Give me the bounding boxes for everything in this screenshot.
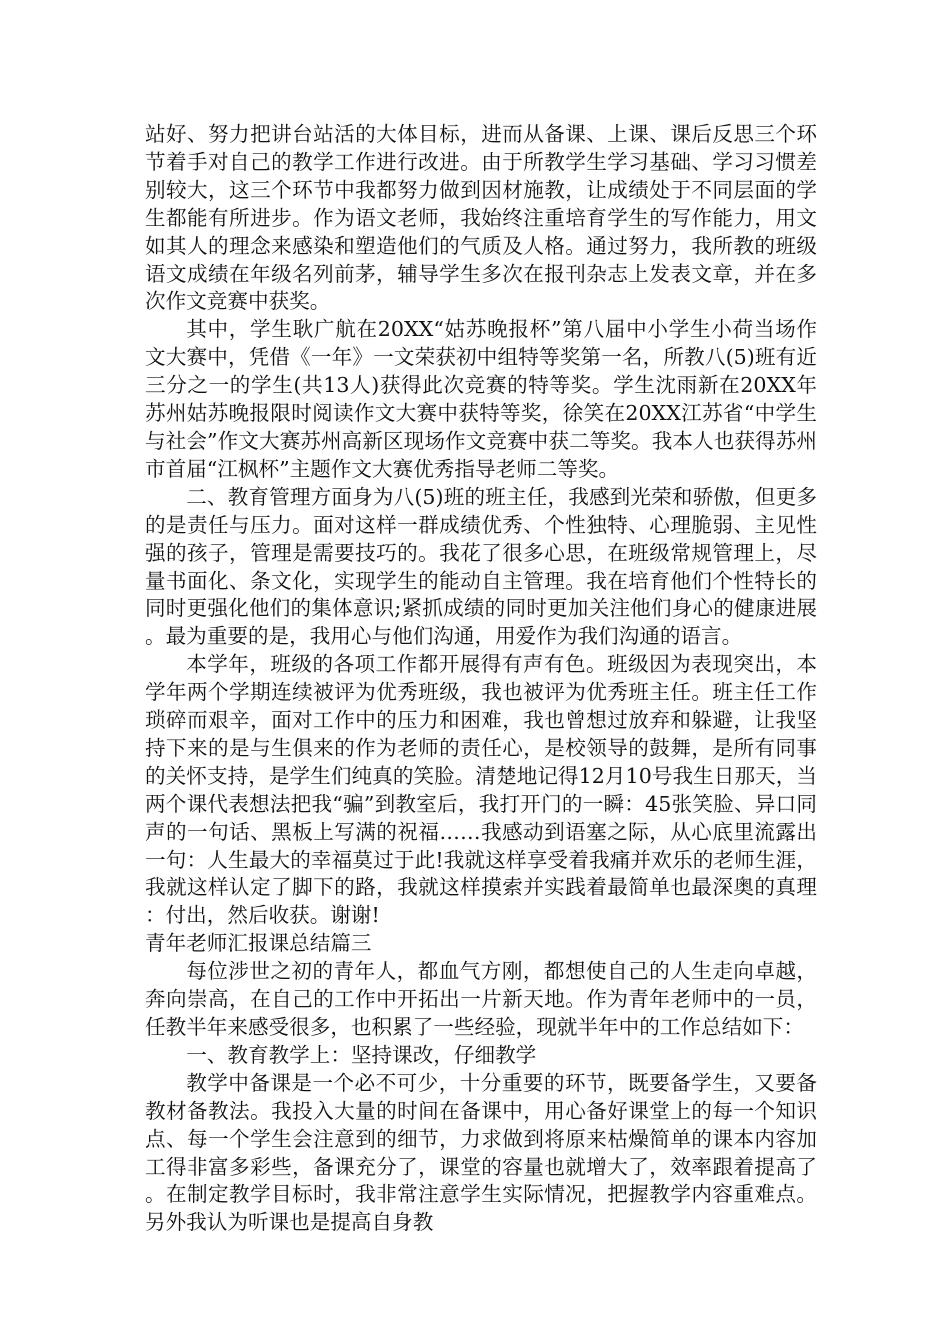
paragraph-continuation: 站好、努力把讲台站活的大体目标，进而从备课、上课、课后反思三个环节着手对自己的教学工作进行改进。由于所教学生学习基础、学习习惯差别较大，这三个环节中我都努力做到因材施教，让成绩处于不同层面的学生都能有所进步。作为语文老师，我始终注重培育学生的写作能力，用文如其人的理念来感染和塑造他们的气质及人格。通过努力，我所教的班级语文成绩在年级名列前茅，辅导学生多次在报刊杂志上发表文章，并在多次作文竞赛中获奖。 — [145, 122, 817, 314]
section-heading: 青年老师汇报课总结篇三 — [145, 931, 372, 956]
paragraph-class-management: 二、教育管理方面身为八(5)班的班主任，我感到光荣和骄傲，但更多的是责任与压力。面对这样一群成绩优秀、个性独特、心理脆弱、主见性强的孩子，管理是需要技巧的。我花了很多心思，在班级常规管理上，尽量书面化、条文化，实现学生的能动自主管理。我在培育他们个性特长的同时更强化他们的集体意识;紧抓成绩的同时更加关注他们身心的健康进展。最为重要的是，我用心与他们沟通，用爱作为我们沟通的语言。 — [145, 484, 817, 649]
document-body — [145, 121, 817, 1237]
paragraph-intro: 每位涉世之初的青年人，都血气方刚，都想使自己的人生走向卓越，奔向崇高，在自己的工作中开拓出一片新天地。作为青年老师中的一员，任教半年来感受很多，也积累了一些经验，现就半年中的工作总结如下： — [145, 959, 817, 1039]
subheading-teaching: 一、教育教学上：坚持课改，仔细教学 — [186, 1042, 537, 1067]
paragraph-lesson-prep: 教学中备课是一个必不可少，十分重要的环节，既要备学生，又要备教材备教法。我投入大量的时间在备课中，用心备好课堂上的每一个知识点、每一个学生会注意到的细节，力求做到将原来枯燥简单的课本内容加工得非富多彩些，备课充分了，课堂的容量也就增大了，效率跟着提高了。在制定教学目标时，我非常注意学生实际情况，把握教学内容重难点。另外我认为听课也是提高自身教 — [145, 1070, 817, 1235]
paragraph-student-awards: 其中，学生耿广航在20XX“姑苏晚报杯”第八届中小学生小荷当场作文大赛中，凭借《一年》一文荣获初中组特等奖第一名，所教八(5)班有近三分之一的学生(共13人)获得此次竞赛的特等奖。学生沈雨新在20XX年苏州姑苏晚报限时阅读作文大赛中获特等奖，徐笑在20XX江苏省“中学生与社会”作文大赛苏州高新区现场作文竞赛中获二等奖。我本人也获得苏州市首届“江枫杯”主题作文大赛优秀指导老师二等奖。 — [145, 317, 817, 481]
paragraph-class-achievements: 本学年，班级的各项工作都开展得有声有色。班级因为表现突出，本学年两个学期连续被评为优秀班级，我也被评为优秀班主任。班主任工作琐碎而艰辛，面对工作中的压力和困难，我也曾想过放弃和躲避，让我坚持下来的是与生俱来的作为老师的责任心，是校领导的鼓舞，是所有同事的关怀支持，是学生们纯真的笑脸。清楚地记得12月10号我生日那天，当两个课代表想法把我“骗”到教室后，我打开门的一瞬：45张笑脸、异口同声的一句话、黑板上写满的祝福……我感动到语塞之际，从心底里流露出一句：人生最大的幸福莫过于此!我就这样享受着我痛并欢乐的老师生涯，我就这样认定了脚下的路，我就这样摸索并实践着最简单也最深奥的真理：付出，然后收获。谢谢! — [145, 652, 818, 928]
